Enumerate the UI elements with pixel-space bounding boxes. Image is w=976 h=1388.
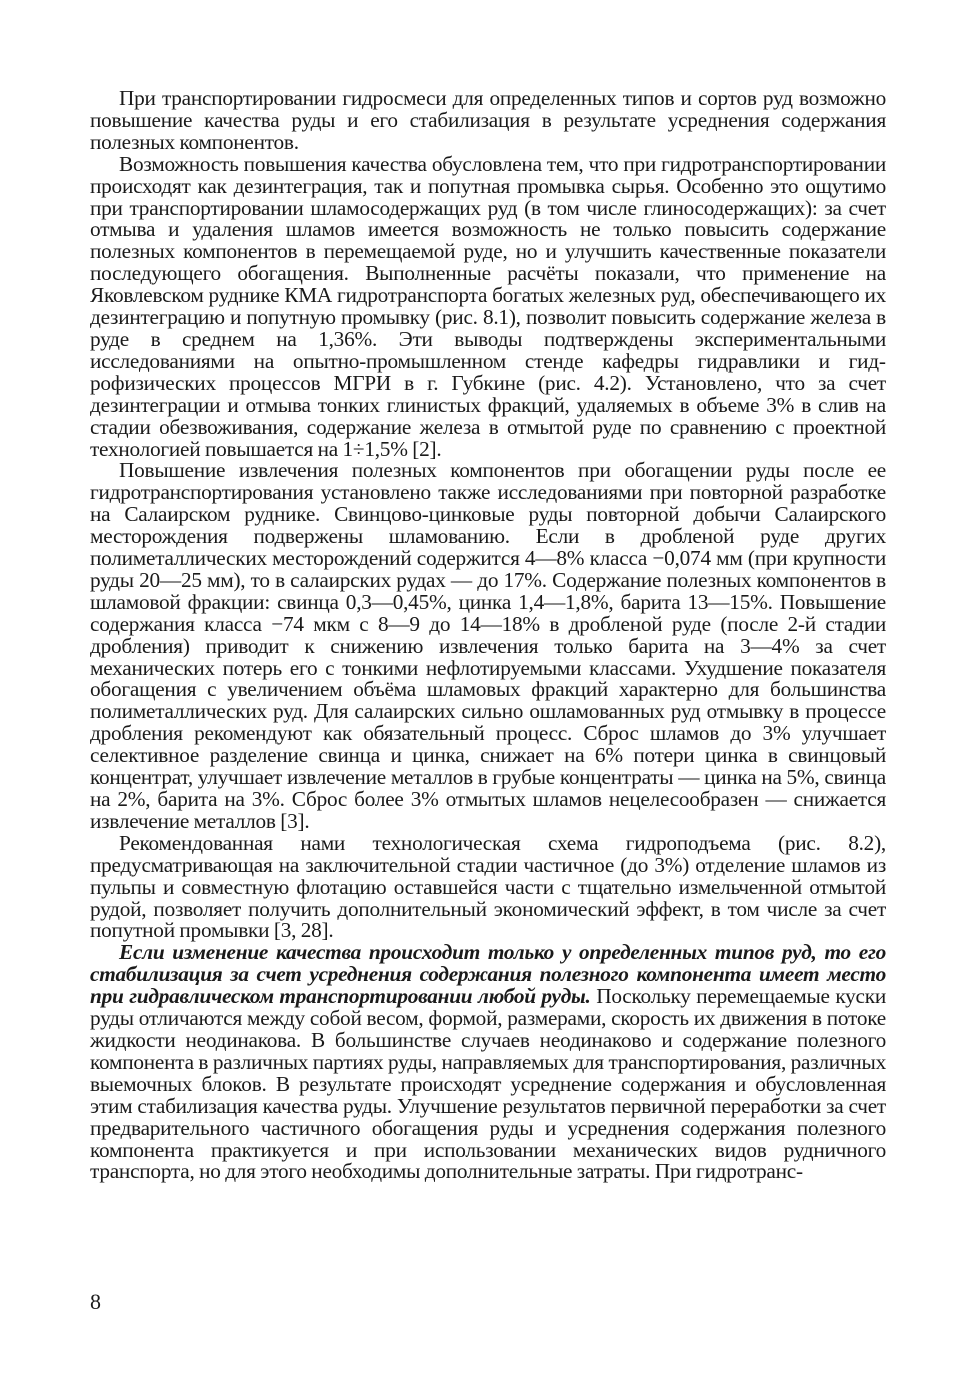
paragraph-2	[90, 151, 886, 461]
paragraph-1	[90, 88, 886, 154]
paragraph-1-text: При транспортировании гидросмеси для определенных типов и сортов руд возможно повышение качества руды и его стабилизация в результате усреднения содержания полезных компонентов.	[90, 86, 886, 154]
paragraph-3-text: Повышение извлечения полезных компонентов при обогащении руды после ее гидротранспортирования установлено также исследованиями при повторной разработке на Салаирском руднике. Свинцово-цинковые руды повторной добычи Салаирского месторождения подвержены шламованию. Если в дробленой руде других полиметаллических месторождений содержится 4—8% класса −0,074 мм (при крупности руды 20—25 мм), то в салаирских рудах — до 17%. Содержание полезных компонентов в шламовой фракции: свинца 0,3—0,45%, цинка 1,4—1,8%, барита 13—15%. Повышение содержания класса −74 мкм с 8—9 до 14—18% в дробленой руде (после 2-й стадии дробления) приводит к снижению извлечения только барита на 3—4% за счет механических потерь его с тонкими нефлотируемыми классами. Ухудшение показателя обогащения с увеличением объёма шламовых фракций характерно для большинства полиметаллических руд. Для салаирских сильно ошламованных руд отмывку в процессе дробления рекомендуют как обязательный процесс. Сброс шламов до 3% улучшает селективное разделение свинца и цинка, снижает на 6% потери цинка в свинцовый концентрат, улучшает извлечение металлов в грубые концентраты — цинка на 5%, свинца на 2%, барита на 3%. Сброс более 3% отмытых шламов нецелесообразен — снижается извлечение металлов [3].	[90, 458, 886, 833]
paragraph-5	[90, 942, 886, 1183]
paragraph-4	[90, 830, 886, 943]
paragraph-4-text: Рекомендованная нами технологическая схема гидроподъема (рис. 8.2), предусматривающая на заключительной стадии частичное (до 3%) отделение шламов из пульпы и совместную флотацию оставшейся части с тщательно измельченной отмытой рудой, позволяет получить дополнительный экономический эффект, в том числе за счет попутной промывки [3, 28].	[90, 830, 886, 943]
paragraph-5-lead: Если изменение качества происходит только у определенных типов руд, то его стабилизация за счет усреднения содержания полезного компонента имеет место при гидравлическом транспортировании любой руды.	[90, 940, 886, 1009]
paragraph-5-text: Поскольку перемещаемые куски руды отличаются между собой весом, формой, размерами, скорость их движения в потоке жидкости неодинакова. В большинстве случаев неодинаково и содержание полезного компонента в различных партиях руды, направляемых для транспортирования, различных выемочных блоков. В результате происходят усреднение содержания и обусловленная этим стабилизация качества руды. Улучшение результатов первичной переработки за счет предварительного частичного обогащения руды и усреднения содержания полезного компонента практикуется и при использовании механических видов рудничного транспорта, но для этого необходимы дополнительные затраты. При гидротранс-	[90, 984, 886, 1184]
paragraph-3	[90, 460, 886, 832]
page-number: 8	[90, 1289, 101, 1314]
paragraph-2-text: Возможность повышения качества обусловлена тем, что при гидротранспортировании происходят как дезинтеграция, так и попутная промывка сырья. Особенно это ощутимо при транспортировании шламосодержащих руд (в том числе глиносодержащих): за счет отмыва и удаления шламов имеется возможность не только повысить содержание полезных компонентов в перемещаемой руде, но и улучшить качественные показатели последующего обогащения. Выполненные расчёты показали, что применение на Яковлевском руднике КМА гидротранспорта богатых железных руд, обеспечивающего их дезинтеграцию и попутную промывку (рис. 8.1), позволит повысить содержание железа в руде в среднем на 1,36%. Эти выводы подтверждены экспериментальными исследованиями на опытно-промышленном стенде кафедры гидравлики и гидрофизических процессов МГРИ в г. Губкине (рис. 4.2). Установлено, что за счет дезинтеграции и отмыва тонких глинистых фракций, удаляемых в объеме 3% в слив на стадии обезвоживания, содержание железа в отмытой руде по сравнению с проектной технологией повышается на 1÷1,5% [2].	[90, 151, 886, 461]
page-body	[90, 88, 886, 1183]
